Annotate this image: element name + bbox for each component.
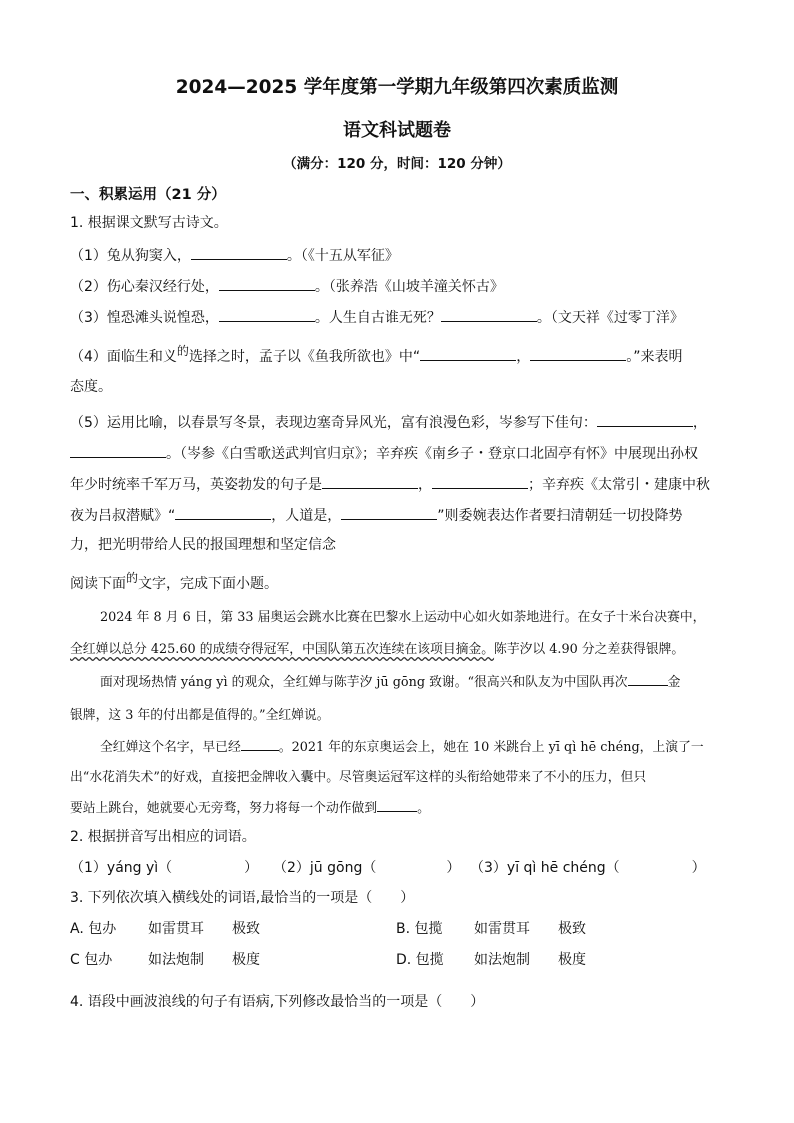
q1-item2 <box>70 276 504 296</box>
q1-item2-text-b: 。（张养浩《山坡羊潼关怀古》 <box>314 279 504 295</box>
q1-item4-superscript: 的 <box>176 344 189 358</box>
q2-item2-close: ） <box>446 860 461 876</box>
passage-blank[interactable] <box>377 799 417 812</box>
option-word: 极度 <box>558 952 586 968</box>
q1-item1 <box>70 245 399 265</box>
exam-info: （满分：120 分，时间：120 分钟） <box>283 156 511 172</box>
q2-item2 <box>273 859 460 877</box>
q3-option-c[interactable] <box>70 951 260 969</box>
passage-blank[interactable] <box>241 738 279 751</box>
q1-item3-text-a: （3）惶恐滩头说惶恐， <box>70 310 219 326</box>
option-word: 极致 <box>558 921 586 937</box>
option-word: 如法炮制 <box>474 952 530 968</box>
answer-blank[interactable] <box>341 505 437 520</box>
q1-item4-text-d: 。”来表明 <box>626 349 683 365</box>
passage-p3-line2: 出“水花消失术”的好戏，直接把金牌收入囊中。尽管奥运冠军这样的头衔给她带来了不小的压力，但只 <box>70 770 647 785</box>
answer-blank[interactable] <box>175 505 271 520</box>
q1-stem: 1. 根据课文默写古诗文。 <box>70 215 228 231</box>
passage-p1-line1: 2024 年 8 月 6 日，第 33 届奥运会跳水比赛在巴黎水上运动中心如火如荼地进行。在女子十米台决赛中， <box>100 610 706 625</box>
option-word: 如法炮制 <box>148 952 204 968</box>
answer-blank[interactable] <box>219 307 315 322</box>
reading-intro-b: 文字，完成下面小题。 <box>138 576 279 592</box>
exam-title: 2024—2025 学年度第一学期九年级第四次素质监测 <box>175 77 619 98</box>
q1-item5-text-c: 。（岑参《白雪歌送武判官归京》；辛弃疾《南乡子・登京口北固亭有怀》中展现出孙权 <box>166 446 698 462</box>
section-heading: 一、积累运用（21 分） <box>70 187 226 203</box>
reading-intro-superscript: 的 <box>126 571 139 585</box>
option-label: A. 包办 <box>70 921 117 937</box>
q1-item4 <box>70 346 682 366</box>
q1-item4-cont: 态度。 <box>70 379 112 395</box>
q2-item1-close: ） <box>244 860 259 876</box>
answer-blank[interactable] <box>597 412 693 427</box>
answer-blank[interactable] <box>441 307 537 322</box>
exam-subject: 语文科试题卷 <box>343 120 451 141</box>
q2-item1-open: （1）yáng yì（ <box>70 860 173 876</box>
reading-intro-a: 阅读下面 <box>70 576 126 592</box>
answer-blank[interactable] <box>432 474 528 489</box>
answer-blank[interactable] <box>219 276 315 291</box>
q1-item5-line3 <box>70 474 710 494</box>
q1-item5-text-h: ，人道是， <box>271 508 342 524</box>
passage-p2-line1 <box>100 671 680 690</box>
passage-p2-text-a: 面对现场热情 yáng yì 的观众，全红婵与陈芋汐 jū gōng 致谢。“很高兴和队友为中国队再次 <box>100 675 628 690</box>
passage-p3-text-e: 。 <box>417 801 430 816</box>
q1-item5-text-e: ， <box>418 477 432 493</box>
q2-stem: 2. 根据拼音写出相应的词语。 <box>70 829 256 845</box>
q2-item3-close: ） <box>691 860 706 876</box>
q1-item1-text-a: （1）兔从狗窦入， <box>70 248 191 264</box>
answer-blank[interactable] <box>191 245 287 260</box>
option-label: D. 包揽 <box>396 952 444 968</box>
passage-p1-line2 <box>70 638 684 657</box>
q1-item5-text-a: （5）运用比喻，以春景写冬景，表现边塞奇异风光，富有浪漫色彩，岑参写下佳句： <box>70 415 597 431</box>
q1-item5-text-i: ”则委婉表达作者要扫清朝廷一切投降势 <box>437 508 683 524</box>
option-label: B. 包揽 <box>396 921 443 937</box>
q1-item4-text-a: （4）面临生和义 <box>70 349 177 365</box>
q1-item2-text-a: （2）伤心秦汉经行处， <box>70 279 219 295</box>
answer-blank[interactable] <box>322 474 418 489</box>
q1-item3 <box>70 307 684 327</box>
option-label: C 包办 <box>70 952 113 968</box>
q1-item3-text-c: 。（文天祥《过零丁洋》 <box>536 310 684 326</box>
q1-item5-text-b: ， <box>692 415 707 431</box>
passage-p3-text-b: 。2021 年的东京奥运会上，她在 10 米跳台上 yī qì hē chéng，上演了一 <box>278 740 704 755</box>
q1-item5-line5: 力，把光明带给人民的报国理想和坚定信念 <box>70 537 336 553</box>
q4-stem: 4. 语段中画波浪线的句子有语病,下列修改最恰当的一项是（ ） <box>70 994 485 1010</box>
passage-p3-text-d: 要站上跳台，她就要心无旁骛，努力将每一个动作做到 <box>70 801 378 816</box>
option-word: 极致 <box>232 921 260 937</box>
q1-item4-text-c: ， <box>516 349 531 365</box>
passage-p2-line2: 银牌，这 3 年的付出都是值得的。”全红婵说。 <box>70 708 330 723</box>
q3-option-b[interactable] <box>396 920 586 938</box>
option-word: 如雷贯耳 <box>148 921 204 937</box>
passage-p3-line3 <box>70 797 430 816</box>
wavy-sentence: 全红婵以总分 425.60 的成绩夺得冠军，中国队第五次连续在该项目摘金。 <box>70 642 495 657</box>
q1-item5-text-f: ；辛弃疾《太常引・建康中秋 <box>528 477 710 493</box>
answer-blank[interactable] <box>530 346 626 361</box>
q3-option-a[interactable] <box>70 920 260 938</box>
passage-p1-tail: 陈芋汐以 4.90 分之差获得银牌。 <box>494 642 685 657</box>
q2-item3-open: （3）yī qì hē chéng（ <box>470 860 620 876</box>
option-word: 如雷贯耳 <box>474 921 530 937</box>
q1-item4-text-b: 选择之时，孟子以《鱼我所欲也》中“ <box>188 349 421 365</box>
q1-item5-line4 <box>70 505 683 525</box>
q3-stem: 3. 下列依次填入横线处的词语,最恰当的一项是（ ） <box>70 890 415 906</box>
q1-item5-line1 <box>70 412 707 432</box>
q3-option-d[interactable] <box>396 951 586 969</box>
q1-item3-text-b: 。人生自古谁无死？ <box>314 310 441 326</box>
passage-p3-line1 <box>100 736 704 755</box>
answer-blank[interactable] <box>70 443 166 458</box>
reading-intro <box>70 571 279 593</box>
q1-item5-text-g: 夜为吕叔潜赋》“ <box>70 508 176 524</box>
q2-item3 <box>470 859 706 877</box>
q2-item2-open: （2）jū gōng（ <box>273 860 377 876</box>
passage-p2-text-b: 金 <box>667 675 681 690</box>
answer-blank[interactable] <box>420 346 516 361</box>
passage-p3-text-a: 全红婵这个名字，早已经 <box>100 740 241 755</box>
option-word: 极度 <box>232 952 260 968</box>
q1-item1-text-b: 。（《十五从军征》 <box>286 248 399 264</box>
q2-item1 <box>70 859 258 877</box>
q1-item5-text-d: 年少时统率千军万马，英姿勃发的句子是 <box>70 477 322 493</box>
q1-item5-line2 <box>70 443 698 463</box>
passage-blank[interactable] <box>628 673 668 686</box>
